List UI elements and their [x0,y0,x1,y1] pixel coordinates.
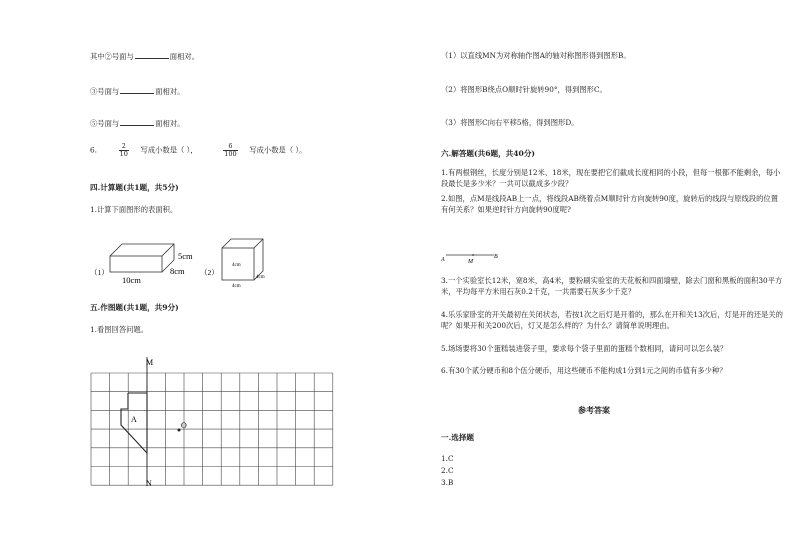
problem-6: 6.有30个贰分硬币和8个伍分硬币，用这些硬币不能构成1分到1元之间的币值有多少种？ [441,366,727,375]
face-question-5 [90,118,184,129]
answer-blank[interactable] [120,86,154,94]
face-question-3-prefix: ③号面与 [90,87,120,96]
face-question-2 [90,51,199,62]
cuboid-width-label: 8cm [170,266,185,276]
axis-label-n: N [146,479,152,488]
fraction-6-100 [223,143,237,158]
question-6-text-1: 写成小数是（ ）， [140,145,198,155]
question-6-number: 6. [90,145,97,155]
answers-title: 参考答案 [578,405,610,415]
segment-ab-figure [440,247,510,267]
problem-3: 3.一个实验室长12米，宽8米，高4米，要粉刷实验室的天花板和四面墙壁，除去门窗和黑板的面积30平方米，平均每平方米用石灰0.2千克，一共需要石灰多少千克？ [441,276,783,296]
fraction-2-10 [119,143,129,158]
cube-side-label: 4cm [256,275,265,280]
answer-3: 3.B [441,478,454,487]
cube-bottom-label: 4cm [232,284,241,289]
face-question-3-suffix: 面相对。 [155,87,185,96]
problem-2: 2.如图，点M是线段AB上一点，将线段AB绕着点M顺时针方向旋转90度，旋转后的线段与原线段的位置有何关系？如果逆时针方向旋转90度呢? [441,194,779,214]
cuboid-height-label: 5cm [178,251,193,261]
face-question-2-prefix: 其中②号面与 [90,52,134,61]
fraction-denominator: 10 [119,149,128,158]
answers-section-1: 一.选择题 [441,433,475,442]
segment-label-a: A [441,257,445,263]
section-4-title: 四.计算题(共1题，共5分) [90,183,179,192]
answer-blank[interactable] [120,118,154,126]
figure-1-label: （1） [90,268,109,277]
grid-lines [91,373,333,485]
draw-instruction-3: （3）将图形C向右平移5格，得到图形D。 [441,118,579,127]
problem-4: 4.乐乐家卧室的开关最初在关闭状态，若按1次之后灯是开着的，那么在开和关13次后，灯是开的还是关的呢？如果开和关200次后，灯又是怎么样的？为什么？请简单说明理由。 [441,310,783,330]
point-m [472,254,474,256]
face-question-5-suffix: 面相对。 [155,119,185,128]
section-5-title: 五.作图题(共1题，共9分) [90,303,179,312]
face-question-3 [90,86,184,97]
question-6-text-2: 写成小数是（ ）。 [249,145,307,155]
face-question-2-suffix: 面相对。 [169,52,199,61]
cuboid-figure [110,244,174,272]
fraction-denominator: 100 [224,149,237,158]
figure-2-label: （2） [200,268,219,277]
answer-1: 1.C [441,454,454,463]
axis-label-m: M [146,358,154,367]
problem-1: 1.有两根钢丝，长度分别是12米、18米，现在要把它们截成长度相同的小段，但每一根都不能剩余，每小段最长是多少米？一共可以截成多少段？ [441,168,781,188]
face-question-5-prefix: ⑤号面与 [90,119,120,128]
answer-blank[interactable] [135,51,169,59]
cube-figure [222,239,263,280]
shape-a-label: A [131,415,137,424]
grid-figure [86,355,336,490]
segment-label-b: B [494,254,498,260]
fraction-numerator: 6 [223,143,237,151]
question-6 [90,143,306,158]
answer-2: 2.C [441,466,454,475]
cuboid-length-label: 10cm [122,275,141,285]
section-6-title: 六.解答题(共6题，共40分) [441,149,536,158]
section-5-question-1: 1.看图回答问题。 [90,325,149,334]
problem-5: 5.场场要将30个蛋糕装进袋子里，要求每个袋子里面的蛋糕个数相同，请问可以怎么装？ [441,344,728,353]
draw-instruction-2: （2）将图形B绕点O顺时针旋转90°，得到图形C。 [441,85,607,94]
section-4-question-1: 1.计算下面图形的表面积。 [90,205,178,214]
cube-face-label: 4cm [232,263,241,268]
solid-figures [88,232,288,292]
point-o-label: O [181,421,187,430]
draw-instruction-1: （1）以直线MN为对称轴作图A的轴对称图形得到图形B。 [441,51,631,60]
fraction-numerator: 2 [119,143,129,151]
segment-label-m: M [468,259,473,265]
